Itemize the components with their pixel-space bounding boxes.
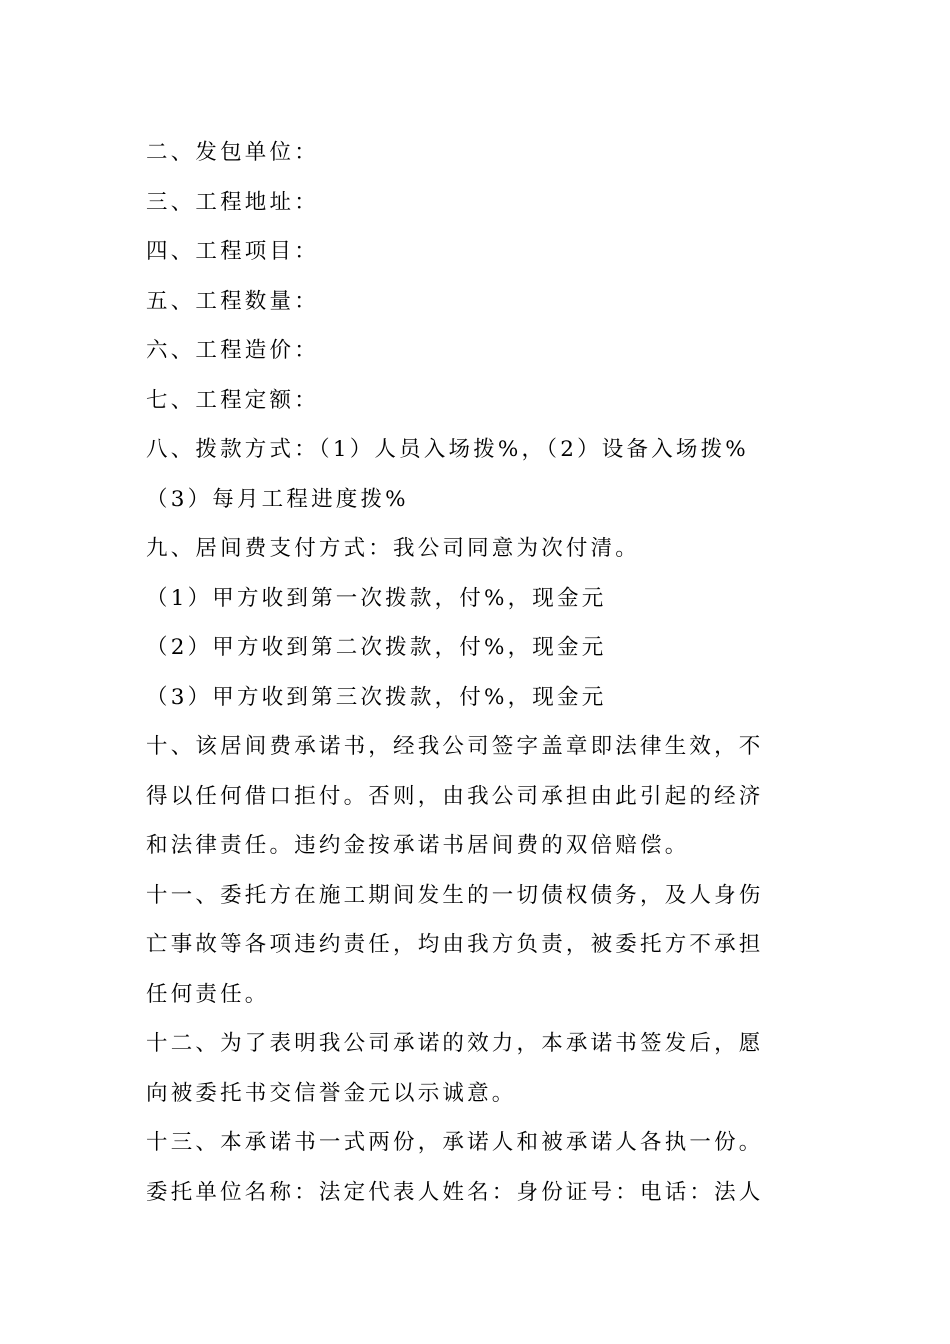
clause-line: 委托单位名称：法定代表人姓名：身份证号：电话：法人 <box>146 1179 764 1205</box>
document-body <box>146 128 806 1217</box>
clause-line: 向被委托书交信誉金元以示诚意。 <box>146 1080 517 1106</box>
clause-line: 五、工程数量： <box>146 288 319 314</box>
sub-clause-line: （3）每月工程进度拨% <box>146 486 409 512</box>
clause-line: 九、居间费支付方式：我公司同意为次付清。 <box>146 536 641 561</box>
clause-line: 亡事故等各项违约责任，均由我方负责，被委托方不承担 <box>146 932 764 957</box>
clause-line: 十三、本承诺书一式两份，承诺人和被承诺人各执一份。 <box>146 1130 764 1155</box>
clause-line: 八、拨款方式：（1）人员入场拨%，（2）设备入场拨% <box>146 437 749 462</box>
clause-line: 七、工程定额： <box>146 387 319 413</box>
clause-line: 四、工程项目： <box>146 239 319 264</box>
clause-line: 十二、为了表明我公司承诺的效力，本承诺书签发后，愿 <box>146 1031 764 1056</box>
clause-line: 十一、委托方在施工期间发生的一切债权债务，及人身伤 <box>146 882 764 908</box>
sub-clause-line: （2）甲方收到第二次拨款，付%，现金元 <box>146 635 607 660</box>
clause-line: 十、该居间费承诺书，经我公司签字盖章即法律生效，不 <box>146 734 764 759</box>
sub-clause-line: （1）甲方收到第一次拨款，付%，现金元 <box>146 585 607 611</box>
clause-line: 任何责任。 <box>146 981 270 1007</box>
clause-line: 得以任何借口拒付。否则，由我公司承担由此引起的经济 <box>146 783 764 809</box>
sub-clause-line: （3）甲方收到第三次拨款，付%，现金元 <box>146 684 607 710</box>
clause-line: 六、工程造价： <box>146 338 319 363</box>
clause-line: 二、发包单位： <box>146 140 319 165</box>
clause-line: 三、工程地址： <box>146 189 319 215</box>
clause-line: 和法律责任。违约金按承诺书居间费的双倍赔偿。 <box>146 833 690 858</box>
